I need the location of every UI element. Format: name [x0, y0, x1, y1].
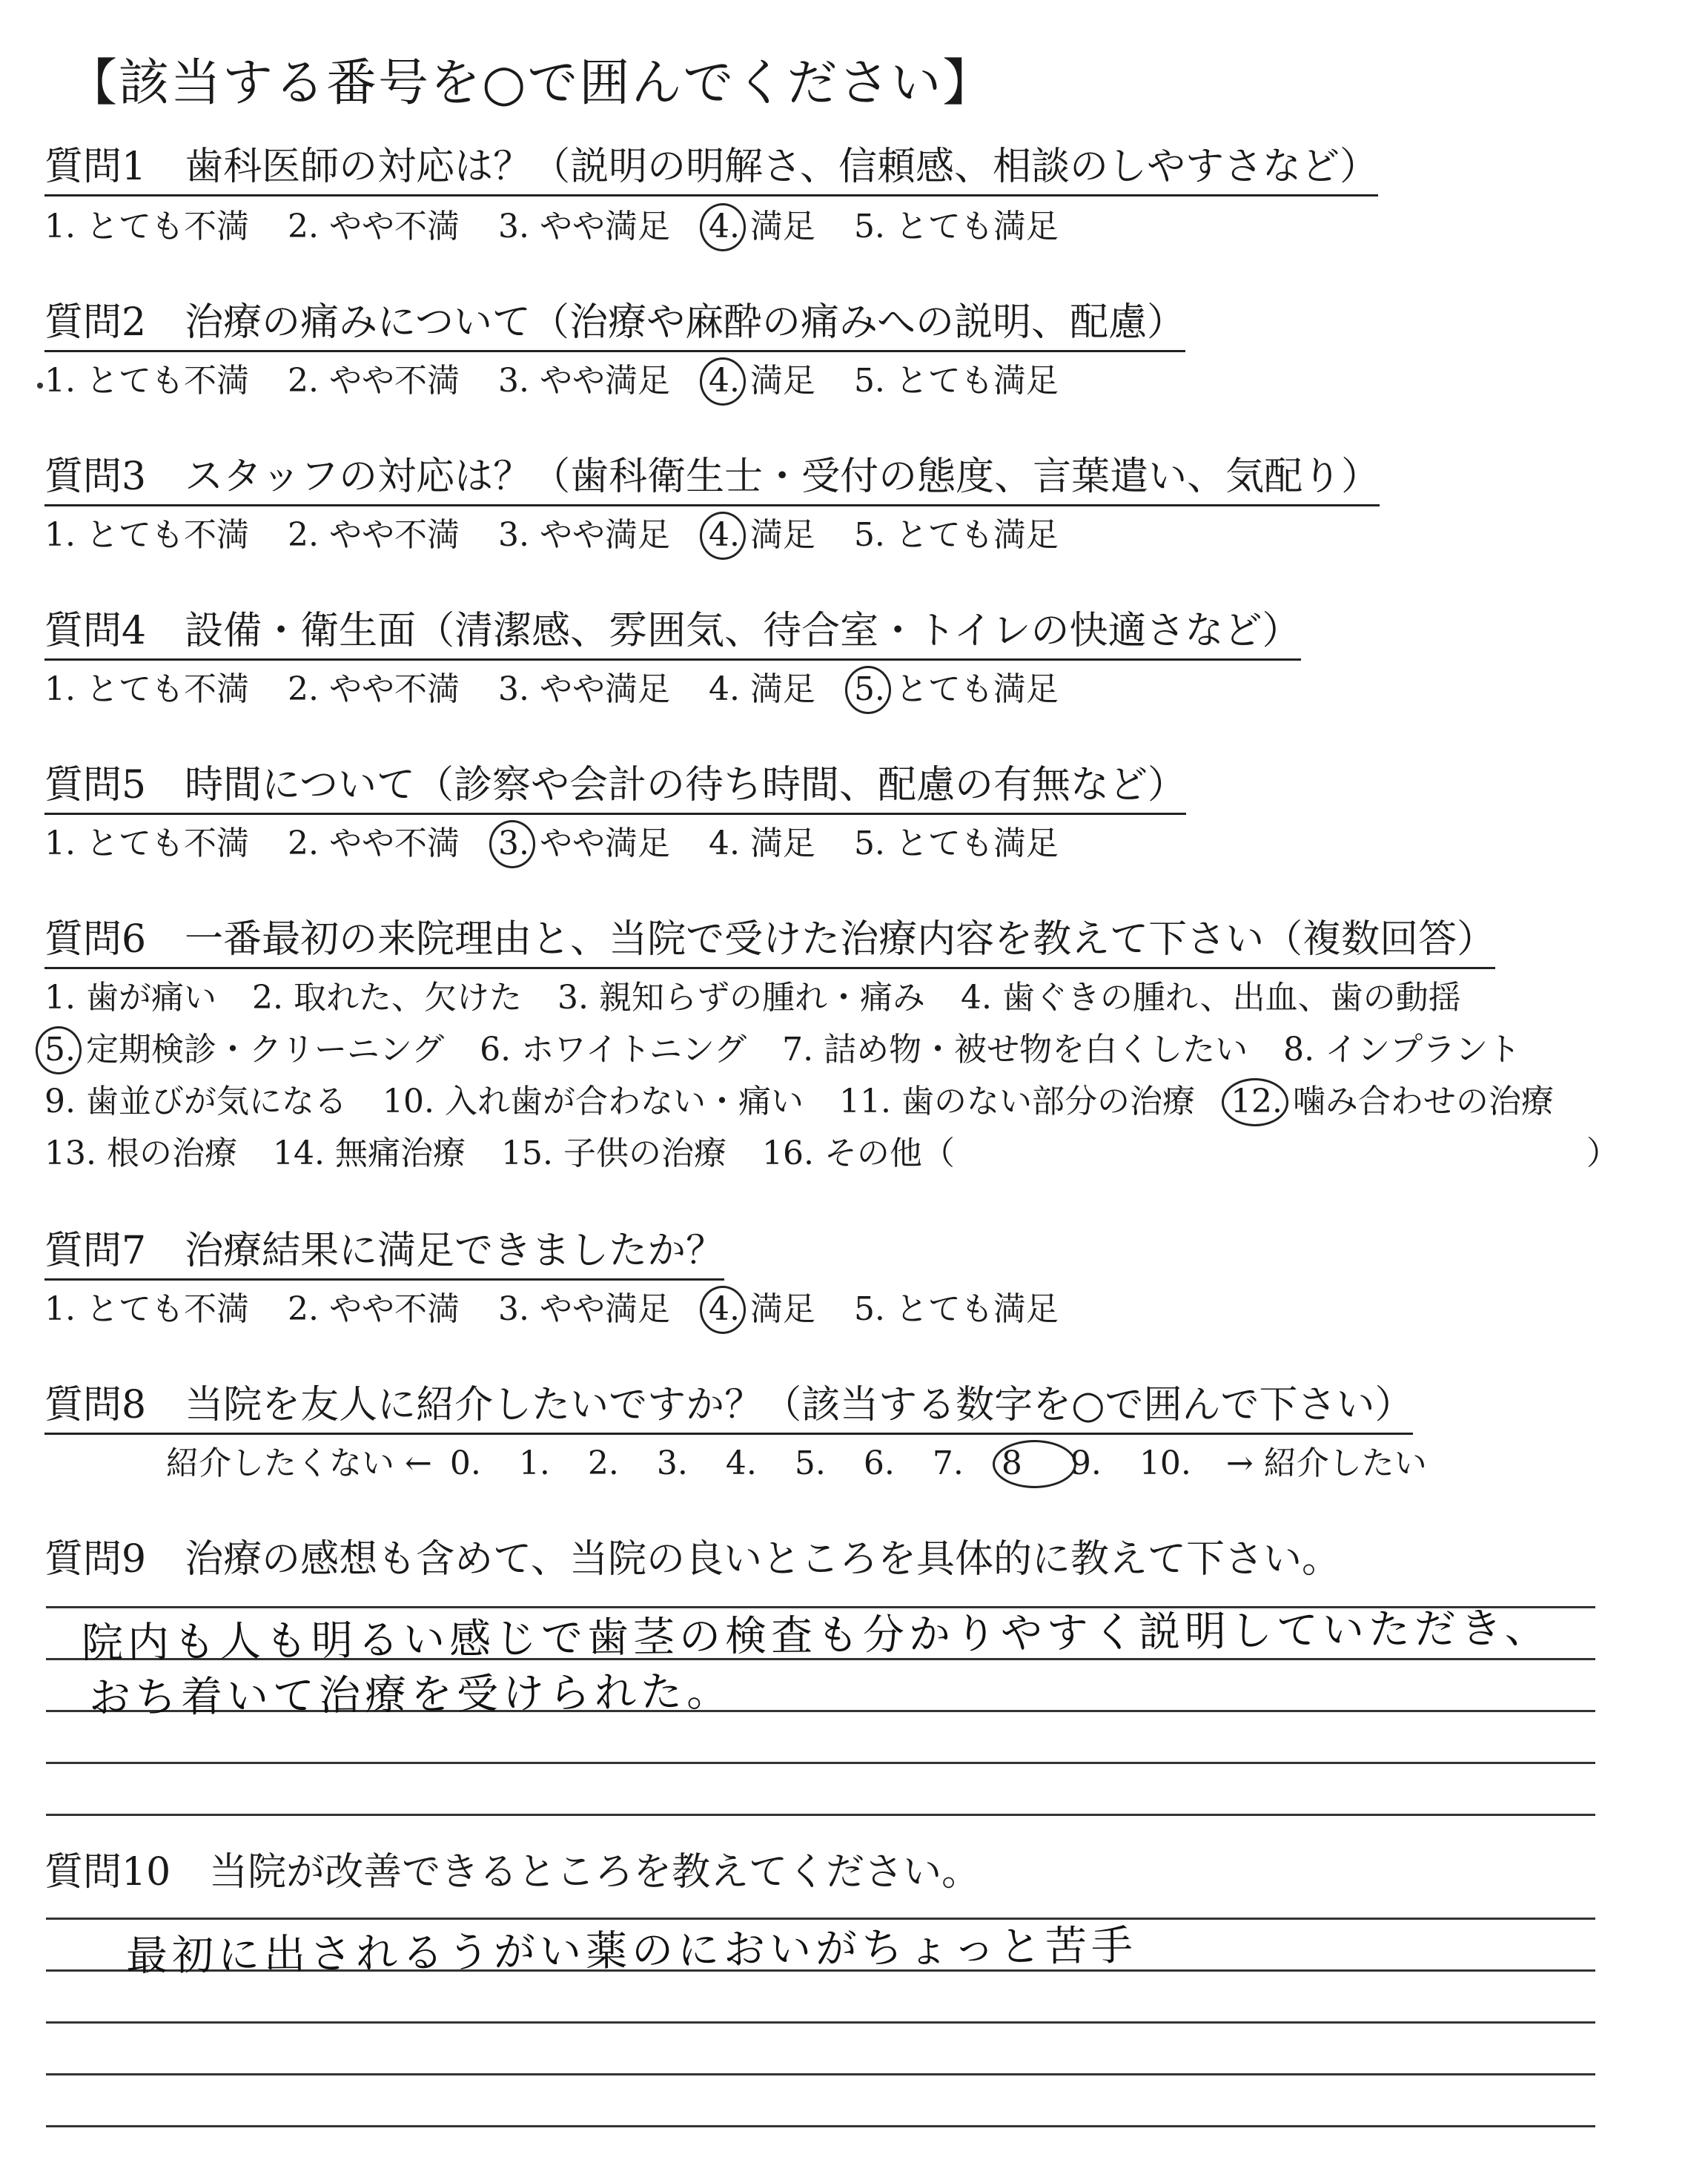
option-label: やや不満: [328, 516, 460, 554]
option-number: 2.: [287, 670, 319, 708]
option-number-circled: 12.: [1230, 1083, 1282, 1120]
option-label: 満足: [749, 362, 815, 400]
option-label: 満足: [749, 825, 815, 862]
answer-option[interactable]: [44, 1290, 249, 1330]
option-number: 9.: [44, 1083, 76, 1120]
option-number: 14.: [272, 1135, 325, 1172]
question-10-answer-line-1: 最初に出されるうがい薬のにおいがちょっと苦手: [125, 1921, 1138, 1981]
scale-value[interactable]: 0.: [449, 1444, 481, 1482]
option-number: 13.: [44, 1135, 96, 1172]
answer-option[interactable]: [854, 1290, 1059, 1330]
option-label: やや不満: [328, 1290, 460, 1328]
option-label: やや満足: [539, 208, 670, 245]
option-number: 2.: [287, 1290, 319, 1328]
option-label: とても満足: [895, 208, 1059, 245]
question-2-heading: 質問2 治療の痛みについて（治療や麻酔の痛みへの説明、配慮）: [44, 301, 1185, 352]
option-label: やや満足: [539, 670, 670, 708]
scale-value-circled[interactable]: 8: [1002, 1444, 1070, 1484]
option-number: 1.: [44, 516, 76, 554]
option-label: 歯ぐきの腫れ、出血、歯の動揺: [1002, 979, 1461, 1017]
scale-value[interactable]: 5.: [794, 1444, 826, 1482]
option-number-circled: 4.: [708, 1290, 740, 1328]
option-label: やや不満: [328, 362, 460, 400]
question-6-options-row-4: [44, 1135, 955, 1174]
option-label: 根の治療: [106, 1135, 237, 1172]
answer-option[interactable]: [44, 362, 249, 401]
option-number: 4.: [708, 670, 740, 708]
answer-option[interactable]: [44, 1031, 444, 1070]
answer-option[interactable]: [501, 1135, 726, 1174]
option-number: 1.: [44, 362, 76, 400]
option-number-circled: 4.: [708, 208, 740, 245]
question-6-options-row-2: [44, 1031, 1520, 1070]
option-number: 5.: [853, 516, 885, 554]
option-label: ホワイトニング: [521, 1031, 747, 1069]
answer-option[interactable]: [709, 208, 815, 247]
option-label: インプラント: [1325, 1031, 1521, 1069]
scale-value[interactable]: 4.: [725, 1444, 757, 1482]
question-5-heading: 質問5 時間について（診察や会計の待ち時間、配慮の有無など）: [44, 764, 1186, 815]
option-number: 1.: [44, 208, 76, 245]
answer-option[interactable]: [782, 1031, 1248, 1070]
question-6-heading: 質問6 一番最初の来院理由と、当院で受けた治療内容を教えて下さい（複数回答）: [44, 918, 1495, 969]
answer-option[interactable]: [854, 516, 1059, 555]
option-label: やや満足: [539, 1290, 670, 1328]
option-label: 子供の治療: [563, 1135, 726, 1172]
answer-option[interactable]: [288, 670, 460, 710]
answer-option[interactable]: [44, 208, 249, 247]
answer-option[interactable]: [288, 825, 460, 864]
answer-option[interactable]: [498, 670, 670, 710]
answer-line: [46, 1762, 1595, 1764]
question-9-answer-line-2: おち着いて治療を受けられた。: [88, 1667, 733, 1723]
option-label: やや満足: [539, 825, 670, 862]
question-6-options-row-1: [44, 979, 1461, 1018]
answer-option[interactable]: [1283, 1031, 1520, 1070]
answer-option[interactable]: [854, 362, 1059, 401]
answer-option[interactable]: [498, 362, 670, 401]
answer-option[interactable]: [44, 825, 249, 864]
option-label: とても満足: [895, 670, 1059, 708]
answer-option[interactable]: [762, 1135, 955, 1174]
question-10-heading: 質問10 当院が改善できるところを教えてください。: [44, 1850, 981, 1895]
option-number-circled: 4.: [708, 362, 740, 400]
option-label: 入れ歯が合わない・痛い: [444, 1083, 804, 1120]
answer-option[interactable]: [854, 825, 1059, 864]
option-number: 15.: [500, 1135, 553, 1172]
answer-option[interactable]: [383, 1083, 804, 1122]
option-label: 歯並びが気になる: [85, 1083, 347, 1120]
option-label: とても満足: [895, 516, 1059, 554]
option-label: 詰め物・被せ物を白くしたい: [824, 1031, 1248, 1069]
option-number: 1.: [44, 825, 76, 862]
option-number: 16.: [761, 1135, 814, 1172]
question-3-options: [44, 516, 1059, 555]
question-4-options: [44, 670, 1059, 710]
option-number: 1.: [44, 670, 76, 708]
question-7-options: [44, 1290, 1059, 1330]
option-number: 3.: [497, 1290, 529, 1328]
option-label: とても不満: [85, 362, 249, 400]
option-label: とても不満: [85, 825, 249, 862]
answer-option[interactable]: [961, 979, 1461, 1018]
question-8-scale: [148, 1444, 1445, 1484]
question-5-options: [44, 825, 1059, 864]
answer-option[interactable]: [709, 825, 815, 864]
option-label: やや不満: [328, 825, 460, 862]
option-number-circled: 5.: [853, 670, 885, 708]
option-number: 6.: [480, 1031, 512, 1069]
answer-option[interactable]: [288, 1290, 460, 1330]
scale-value[interactable]: 1.: [518, 1444, 550, 1482]
answer-option[interactable]: [498, 516, 670, 555]
option-label: やや不満: [328, 670, 460, 708]
option-label: とても不満: [85, 670, 249, 708]
option-number: 8.: [1283, 1031, 1315, 1069]
option-number-circled: 3.: [497, 825, 529, 862]
option-number: 2.: [287, 208, 319, 245]
option-number-circled: 5.: [44, 1031, 76, 1069]
option-number-circled: 4.: [708, 516, 740, 554]
answer-option[interactable]: [498, 208, 670, 247]
answer-line: [46, 2125, 1595, 2127]
option-number: 4.: [708, 825, 740, 862]
option-number: 2.: [287, 825, 319, 862]
option-label: とても満足: [895, 362, 1059, 400]
answer-option[interactable]: [44, 979, 216, 1018]
question-2-options: [44, 362, 1059, 401]
option-label: とても満足: [895, 1290, 1059, 1328]
option-number: 2.: [287, 362, 319, 400]
question-6-other-close: ）: [1586, 1135, 1619, 1172]
option-label: 無痛治療: [334, 1135, 466, 1172]
option-label: 満足: [749, 208, 815, 245]
option-label: とても不満: [85, 1290, 249, 1328]
option-number: 5.: [853, 1290, 885, 1328]
option-number: 3.: [557, 979, 589, 1017]
option-label: とても不満: [85, 208, 249, 245]
option-number: 3.: [497, 208, 529, 245]
answer-line: [46, 2073, 1595, 2075]
scale-value[interactable]: 3.: [656, 1444, 688, 1482]
option-number: 11.: [838, 1083, 891, 1120]
scale-value[interactable]: 10.: [1139, 1444, 1191, 1482]
answer-option[interactable]: [709, 516, 815, 555]
option-number: 1.: [44, 1290, 76, 1328]
answer-option[interactable]: [854, 670, 1059, 710]
option-label: とても不満: [85, 516, 249, 554]
scale-value[interactable]: 6.: [863, 1444, 895, 1482]
answer-option[interactable]: [709, 670, 815, 710]
answer-option[interactable]: [1231, 1083, 1554, 1122]
option-label: その他（: [824, 1135, 955, 1172]
page-title: 【該当する番号を○で囲んでください】: [67, 54, 995, 113]
option-number: 2.: [287, 516, 319, 554]
answer-option[interactable]: [709, 362, 815, 401]
answer-option[interactable]: [854, 208, 1059, 247]
answer-option[interactable]: [839, 1083, 1195, 1122]
question-9-answer-line-1: 院内も人も明るい感じで歯茎の検査も分かりやすく説明していただき、: [81, 1604, 1552, 1668]
answer-option[interactable]: [557, 979, 925, 1018]
scale-values: [450, 1444, 1208, 1482]
answer-line: [46, 1814, 1595, 1816]
scale-value[interactable]: 7.: [932, 1444, 964, 1482]
option-label: 歯のない部分の治療: [901, 1083, 1195, 1120]
answer-option[interactable]: [44, 1083, 347, 1122]
option-number: 2.: [251, 979, 283, 1017]
answer-option[interactable]: [44, 670, 249, 710]
option-label: 取れた、欠けた: [293, 979, 522, 1017]
scale-right-label: → 紹介したい: [1225, 1444, 1427, 1482]
question-1-options: [44, 208, 1059, 247]
option-number: 7.: [782, 1031, 814, 1069]
scale-value[interactable]: 2.: [587, 1444, 619, 1482]
question-1-heading: 質問1 歯科医師の対応は？（説明の明解さ、信頼感、相談のしやすさなど）: [44, 145, 1378, 196]
option-number: 4.: [960, 979, 992, 1017]
answer-option[interactable]: [480, 1031, 747, 1070]
question-3-heading: 質問3 スタッフの対応は？（歯科衛生士・受付の態度、言葉遣い、気配り）: [44, 455, 1380, 506]
question-6-options-row-3: [44, 1083, 1554, 1122]
answer-option[interactable]: [498, 825, 670, 864]
question-4-heading: 質問4 設備・衛生面（清潔感、雰囲気、待合室・トイレの快適さなど）: [44, 610, 1301, 661]
question-7-heading: 質問7 治療結果に満足できましたか？: [44, 1229, 724, 1281]
option-label: 親知らずの腫れ・痛み: [598, 979, 925, 1017]
answer-option[interactable]: [288, 208, 460, 247]
answer-option[interactable]: [288, 362, 460, 401]
option-number: 5.: [853, 208, 885, 245]
option-label: とても満足: [895, 825, 1059, 862]
option-label: 歯が痛い: [85, 979, 216, 1017]
answer-option[interactable]: [498, 1290, 670, 1330]
option-label: 満足: [749, 1290, 815, 1328]
answer-option[interactable]: [709, 1290, 815, 1330]
option-number: 3.: [497, 362, 529, 400]
option-number: 3.: [497, 670, 529, 708]
option-label: やや満足: [539, 516, 670, 554]
answer-option[interactable]: [288, 516, 460, 555]
option-number: 3.: [497, 516, 529, 554]
option-number: 1.: [44, 979, 76, 1017]
option-label: やや不満: [328, 208, 460, 245]
stray-mark: [37, 383, 43, 389]
option-label: 満足: [749, 670, 815, 708]
option-number: 5.: [853, 825, 885, 862]
option-label: 満足: [749, 516, 815, 554]
answer-option[interactable]: [273, 1135, 466, 1174]
option-label: 噛み合わせの治療: [1292, 1083, 1554, 1120]
scale-left-label: 紹介したくない ←: [166, 1444, 432, 1482]
answer-line: [46, 2021, 1595, 2024]
option-label: やや満足: [539, 362, 670, 400]
option-number: 5.: [853, 362, 885, 400]
question-9-heading: 質問9 治療の感想も含めて、当院の良いところを具体的に教えて下さい。: [44, 1537, 1341, 1582]
answer-option[interactable]: [44, 516, 249, 555]
question-8-heading: 質問8 当院を友人に紹介したいですか？（該当する数字を○で囲んで下さい）: [44, 1384, 1413, 1435]
answer-option[interactable]: [252, 979, 522, 1018]
scale-value[interactable]: 9.: [1070, 1444, 1102, 1482]
answer-option[interactable]: [44, 1135, 237, 1174]
option-number: 10.: [382, 1083, 434, 1120]
option-label: 定期検診・クリーニング: [85, 1031, 445, 1069]
